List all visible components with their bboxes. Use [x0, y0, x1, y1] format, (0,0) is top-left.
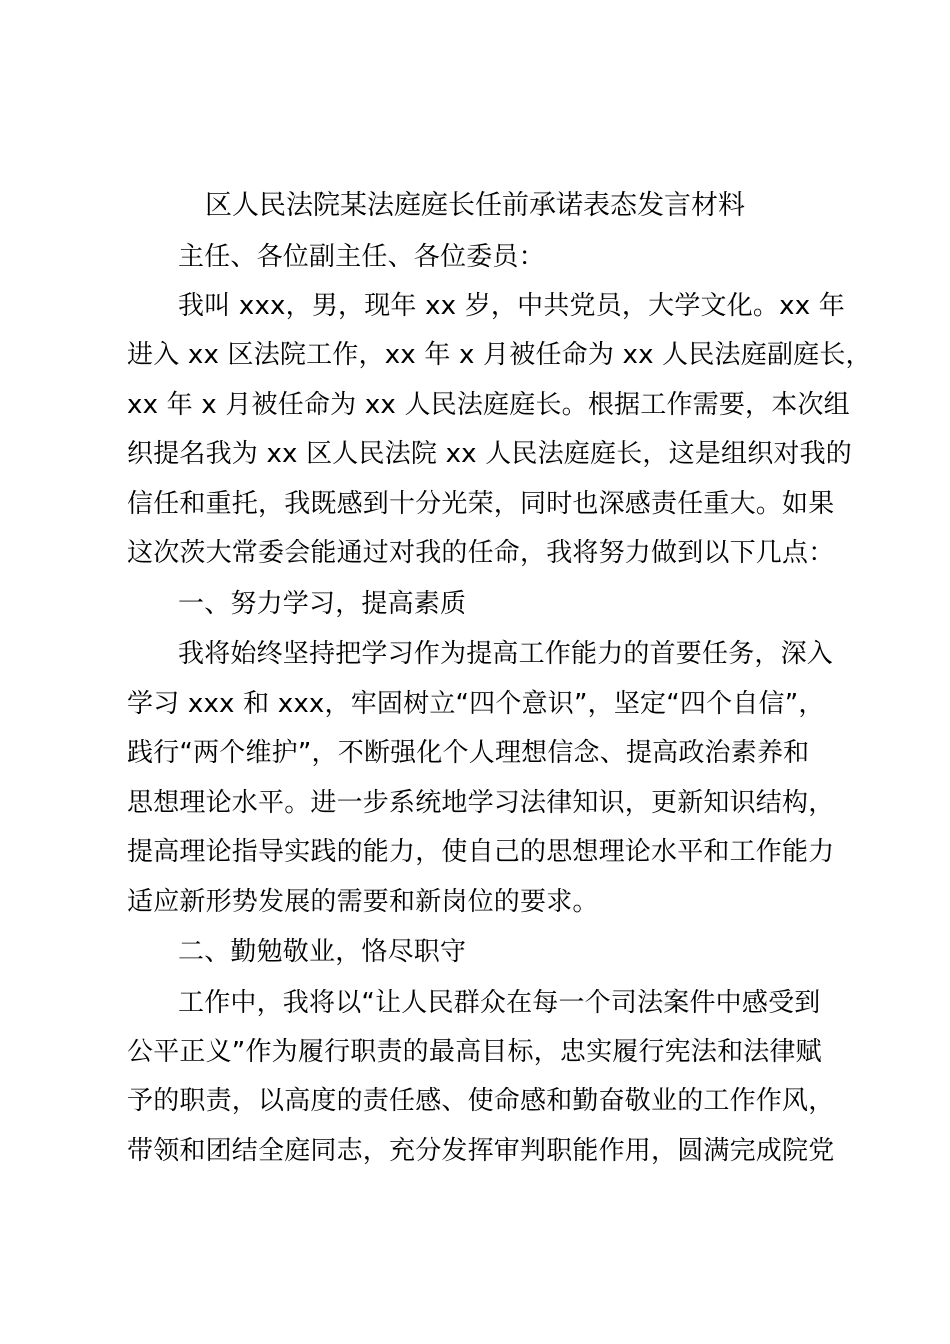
- salutation-line: 主任、各位副主任、各位委员：: [178, 242, 545, 272]
- body-line: 带领和团结全庭同志，充分发挥审判职能作用，圆满完成院党: [127, 1136, 835, 1166]
- body-line: 适应新形势发展的需要和新岗位的要求。: [127, 887, 599, 917]
- body-line: 工作中，我将以“让人民群众在每一个司法案件中感受到: [178, 988, 821, 1018]
- body-line: 思想理论水平。进一步系统地学习法律知识，更新知识结构，: [127, 788, 835, 818]
- section-heading-2: 二、勤勉敬业，恪尽职守: [178, 937, 467, 967]
- document-title: 区人民法院某法庭庭长任前承诺表态发言材料: [205, 190, 745, 221]
- body-line: 信任和重托，我既感到十分光荣，同时也深感责任重大。如果: [127, 489, 835, 519]
- body-line: 公平正义”作为履行职责的最高目标，忠实履行宪法和法律赋: [127, 1037, 822, 1067]
- section-heading-1: 一、努力学习，提高素质: [178, 589, 467, 619]
- body-line: 我将始终坚持把学习作为提高工作能力的首要任务，深入: [178, 639, 834, 669]
- body-line: 我叫 xxx，男，现年 xx 岁，中共党员，大学文化。xx 年: [178, 291, 845, 321]
- body-line: 予的职责，以高度的责任感、使命感和勤奋敬业的工作作风，: [127, 1086, 835, 1116]
- body-line: 提高理论指导实践的能力，使自己的思想理论水平和工作能力: [127, 837, 835, 867]
- body-line: 学习 xxx 和 xxx，牢固树立“四个意识”，坚定“四个自信”，: [127, 689, 825, 719]
- body-line: 这次茨大常委会能通过对我的任命，我将努力做到以下几点：: [127, 538, 835, 568]
- body-line: xx 年 x 月被任命为 xx 人民法庭庭长。根据工作需要，本次组: [127, 390, 850, 420]
- body-line: 织提名我为 xx 区人民法院 xx 人民法庭庭长，这是组织对我的: [127, 439, 853, 469]
- body-line: 践行“两个维护”，不断强化个人理想信念、提高政治素养和: [127, 738, 810, 768]
- body-line: 进入 xx 区法院工作，xx 年 x 月被任命为 xx 人民法庭副庭长，: [127, 340, 872, 370]
